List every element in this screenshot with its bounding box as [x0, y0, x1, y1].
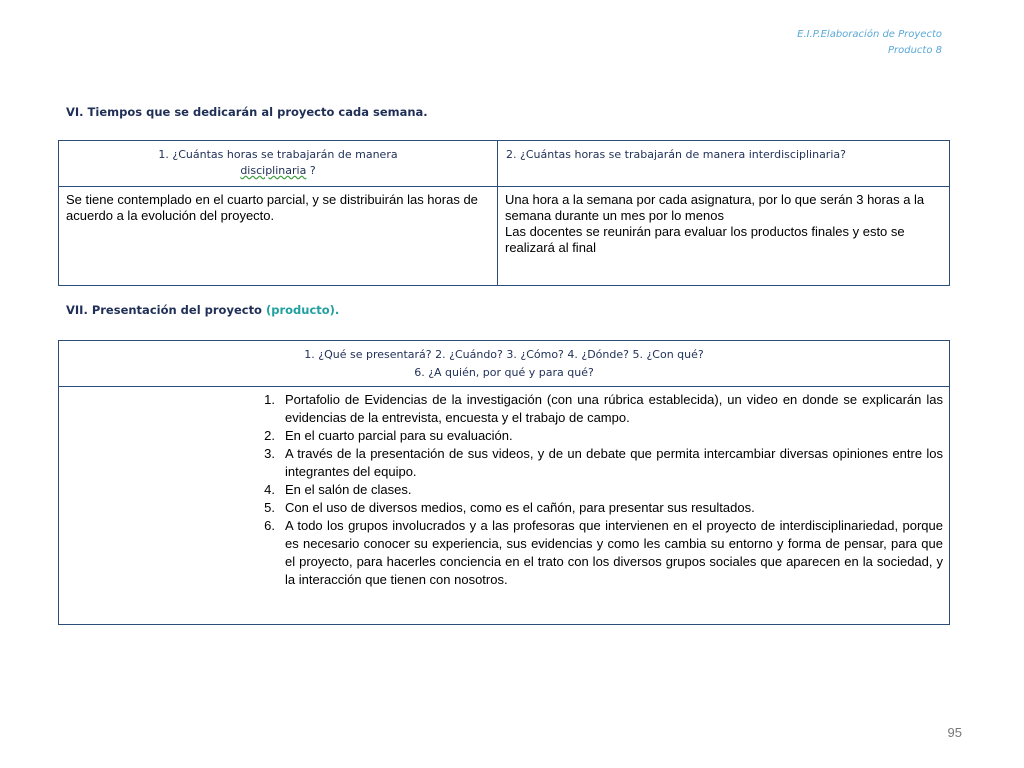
- interdisciplinary-hours-answer: Una hora a la semana por cada asignatura, por lo que serán 3 horas a la semana durante un mes por lo menos Las docentes se reunirán para evaluar los productos finales y esto se realizará al final: [498, 187, 950, 286]
- section-vi-title: VI. Tiempos que se dedicarán al proyecto cada semana.: [66, 105, 428, 119]
- spellcheck-underlined-word: disciplinaria: [240, 164, 307, 177]
- list-item: 3. A través de la presentación de sus videos, y de un debate que permita intercambiar diversas opiniones entre los integrantes del equipo.: [264, 446, 943, 479]
- header-project-title: E.I.P.Elaboración de Proyecto: [797, 29, 942, 40]
- section-vii-title: VII. Presentación del proyecto (producto).: [66, 303, 340, 317]
- section-vii-accent: (producto).: [265, 303, 340, 317]
- presentation-table: [58, 340, 950, 625]
- table-header-row: [59, 141, 950, 187]
- list-item: 4. En el salón de clases.: [264, 482, 412, 497]
- presentation-answers-cell: [59, 387, 950, 625]
- list-item: 5. Con el uso de diversos medios, como es el cañón, para presentar sus resultados.: [264, 500, 755, 515]
- table-row: [59, 187, 950, 286]
- disciplinary-hours-header: 1. ¿Cuántas horas se trabajarán de manera disciplinaria ?: [59, 141, 498, 187]
- list-item: 1. Portafolio de Evidencias de la investigación (con una rúbrica establecida), un video en donde se explicarán las evidencias de la entrevista, encuesta y el trabajo de campo.: [264, 392, 943, 425]
- table-row: [59, 387, 950, 625]
- list-item: 6. A todo los grupos involucrados y a las profesoras que intervienen en el proyecto de interdisciplinariedad, porque es necesario conocer su experiencia, sus evidencias y como les cambia su entorno y forma de pensar, para que el proyecto, para hacerles conciencia en el trato con los diversos grupos sociales que aparecen en la sociedad, y la interacción que tienen con nosotros.: [264, 518, 943, 587]
- document-header: [797, 27, 942, 59]
- disciplinary-hours-answer: Se tiene contemplado en el cuarto parcial, y se distribuirán las horas de acuerdo a la evolución del proyecto.: [59, 187, 498, 286]
- interdisciplinary-hours-header: 2. ¿Cuántas horas se trabajarán de manera interdisciplinaria?: [498, 141, 950, 187]
- weekly-hours-table: [58, 140, 950, 286]
- presentation-questions-header: 1. ¿Qué se presentará? 2. ¿Cuándo? 3. ¿Cómo? 4. ¿Dónde? 5. ¿Con qué? 6. ¿A quién, por qué y para qué?: [59, 341, 950, 387]
- page-number: 95: [947, 725, 962, 740]
- table-header-row: [59, 341, 950, 387]
- answers-list: [255, 391, 943, 589]
- list-item: 2. En el cuarto parcial para su evaluación.: [264, 428, 513, 443]
- header-product-label: Producto 8: [887, 45, 942, 56]
